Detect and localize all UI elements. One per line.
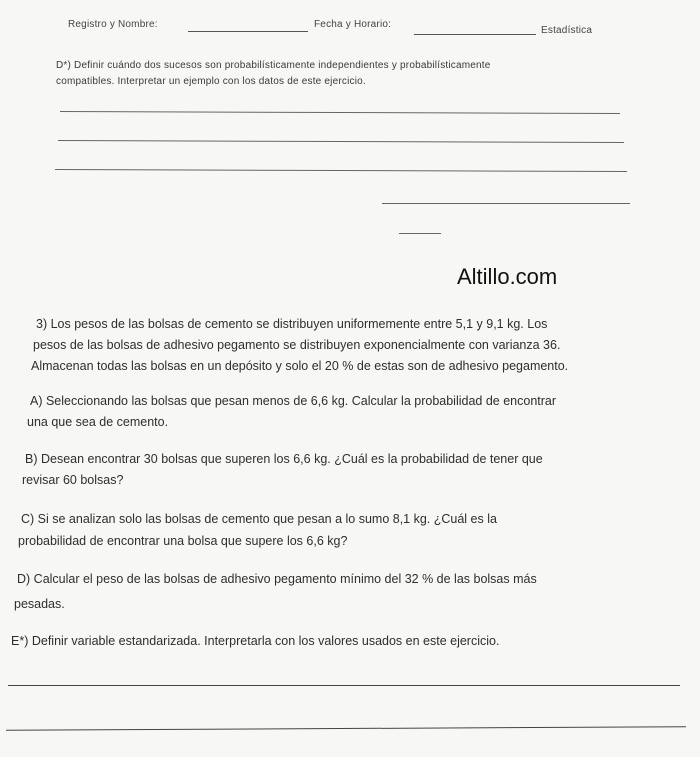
date-label: Fecha y Horario: [314, 19, 392, 30]
answer-line-6 [8, 685, 680, 686]
question-d-star-line1: D*) Definir cuándo dos sucesos son probabilísticamente independientes y probabilísticamente [56, 60, 491, 71]
watermark-text: Altillo.com [457, 264, 558, 289]
answer-line-2 [58, 140, 624, 143]
question-d-star-line2: compatibles. Interpretar un ejemplo con los datos de este ejercicio. [56, 76, 366, 87]
answer-line-1 [60, 111, 620, 114]
part-a-line2: una que sea de cemento. [27, 415, 169, 429]
problem-3-line3: Almacenan todas las bolsas en un depósito y solo el 20 % de estas son de adhesivo pegamento. [31, 359, 569, 373]
part-a-line1: A) Seleccionando las bolsas que pesan menos de 6,6 kg. Calcular la probabilidad de encontrar [30, 394, 557, 408]
part-b-line1: B) Desean encontrar 30 bolsas que superen los 6,6 kg. ¿Cuál es la probabilidad de tener que [25, 452, 543, 466]
part-c-line2: probabilidad de encontrar una bolsa que supere los 6,6 kg? [18, 534, 348, 548]
part-d-line2: pesadas. [14, 597, 65, 611]
problem-3-line2: pesos de las bolsas de adhesivo pegamento se distribuyen exponencialmente con varianza 36. [33, 338, 561, 352]
answer-line-4 [382, 203, 630, 204]
answer-line-3 [55, 169, 627, 172]
problem-3-line1: 3) Los pesos de las bolsas de cemento se distribuyen uniformemente entre 5,1 y 9,1 kg. Los [36, 317, 548, 331]
question-e-star-line1: E*) Definir variable estandarizada. Interpretarla con los valores usados en este ejercicio. [11, 634, 500, 648]
answer-line-5 [399, 233, 441, 234]
date-blank [414, 34, 536, 35]
name-blank [188, 31, 308, 32]
part-d-line1: D) Calcular el peso de las bolsas de adhesivo pegamento mínimo del 32 % de las bolsas más [17, 572, 537, 586]
name-label: Registro y Nombre: [68, 19, 158, 30]
part-c-line1: C) Si se analizan solo las bolsas de cemento que pesan a lo sumo 8,1 kg. ¿Cuál es la [21, 512, 497, 526]
answer-line-7 [6, 726, 686, 731]
part-b-line2: revisar 60 bolsas? [22, 473, 124, 487]
subject-label: Estadística [541, 25, 593, 36]
